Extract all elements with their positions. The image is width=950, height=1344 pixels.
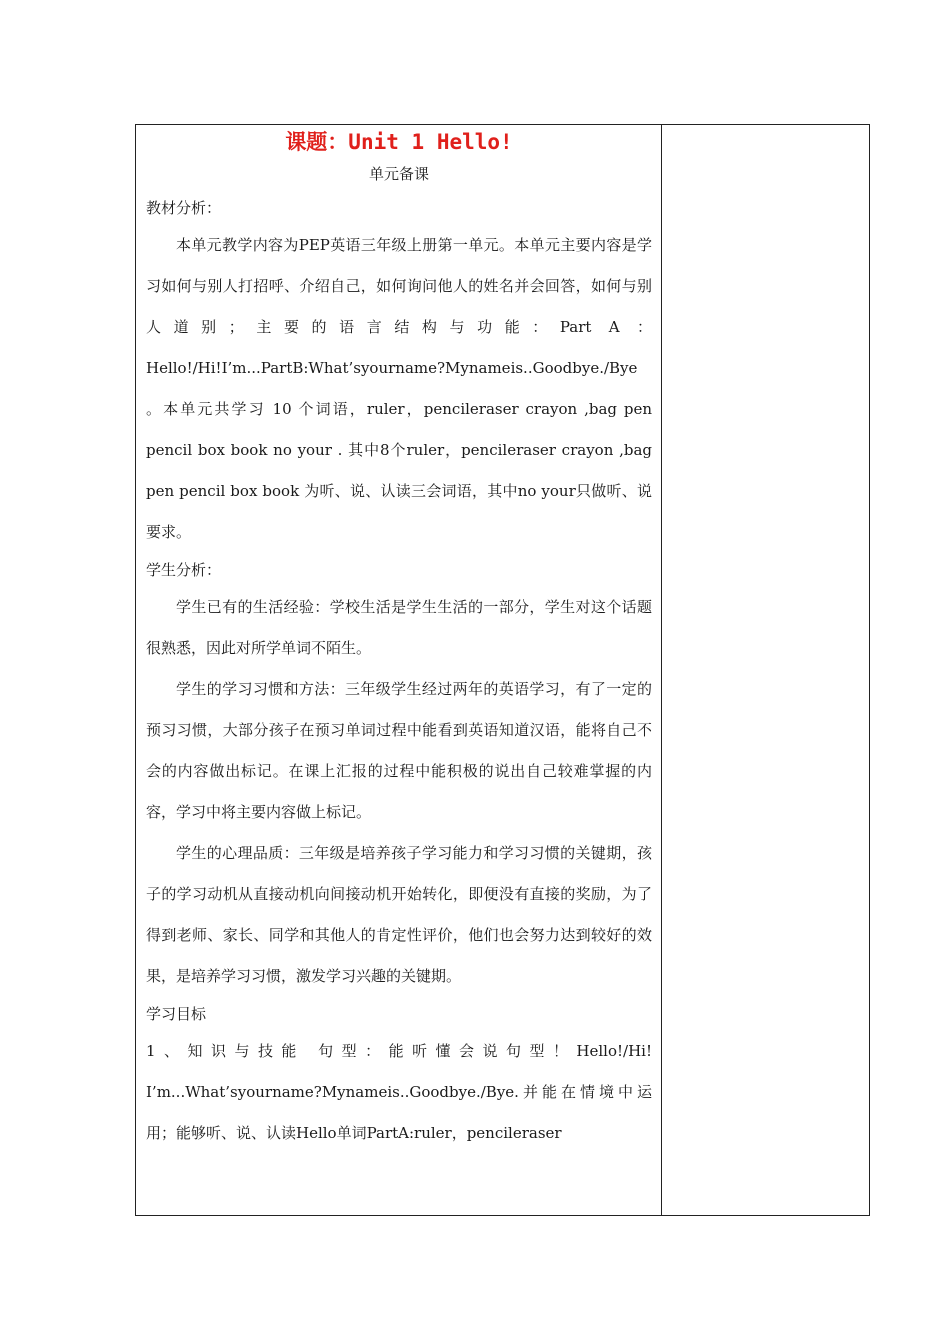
material-analysis-heading: 教材分析： [146, 199, 222, 217]
lesson-content-cell [146, 125, 652, 1154]
lesson-title: 课题：Unit 1 Hello! [285, 130, 513, 154]
column-divider [661, 125, 662, 1215]
goal-item-knowledge-skills: 1、知识与技能 句型：能听懂会说句型！Hello!/Hi! I’m...What’syourname?Mynameis..Goodbye./Bye.并能在情境中运用；能够听、说、认读Hello单词PartA:ruler，pencileraser [146, 1042, 652, 1142]
student-habits-text: 学生的学习习惯和方法：三年级学生经过两年的英语学习，有了一定的预习习惯，大部分孩子在预习单词过程中能看到英语知道汉语，能将自己不会的内容做出标记。在课上汇报的过程中能积极的说出自己较难掌握的内容，学习中将主要内容做上标记。 [146, 680, 652, 821]
student-analysis-heading: 学生分析： [146, 561, 222, 579]
unit-subtitle: 单元备课 [368, 165, 429, 183]
student-psychology-text: 学生的心理品质：三年级是培养孩子学习能力和学习习惯的关键期，孩子的学习动机从直接动机向间接动机开始转化，即便没有直接的奖励，为了得到老师、家长、同学和其他人的肯定性评价，他们也会努力达到较好的效果，是培养学习习惯，激发学习兴趣的关键期。 [146, 844, 652, 985]
material-analysis-text: 本单元教学内容为PEP英语三年级上册第一单元。本单元主要内容是学习如何与别人打招呼、介绍自己，如何询问他人的姓名并会回答，如何与别人道别；主要的语言结构与功能：Part A ：Hello!/Hi!I’m...PartB:What’syourname?Mynameis..Goodbye./Bye 。本单元共学习 10 个词语，ruler，pencileraser crayon ,bag pen pencil box book no your . 其中8个ruler，pencileraser crayon ,bag pen pencil box book 为听、说、认读三会词语，其中no your只做听、说要求。 [146, 236, 652, 541]
learning-goals-heading: 学习目标 [146, 1005, 207, 1023]
student-experience-text: 学生已有的生活经验：学校生活是学生生活的一部分，学生对这个话题很熟悉，因此对所学单词不陌生。 [146, 598, 652, 657]
lesson-plan-table [135, 124, 870, 1216]
